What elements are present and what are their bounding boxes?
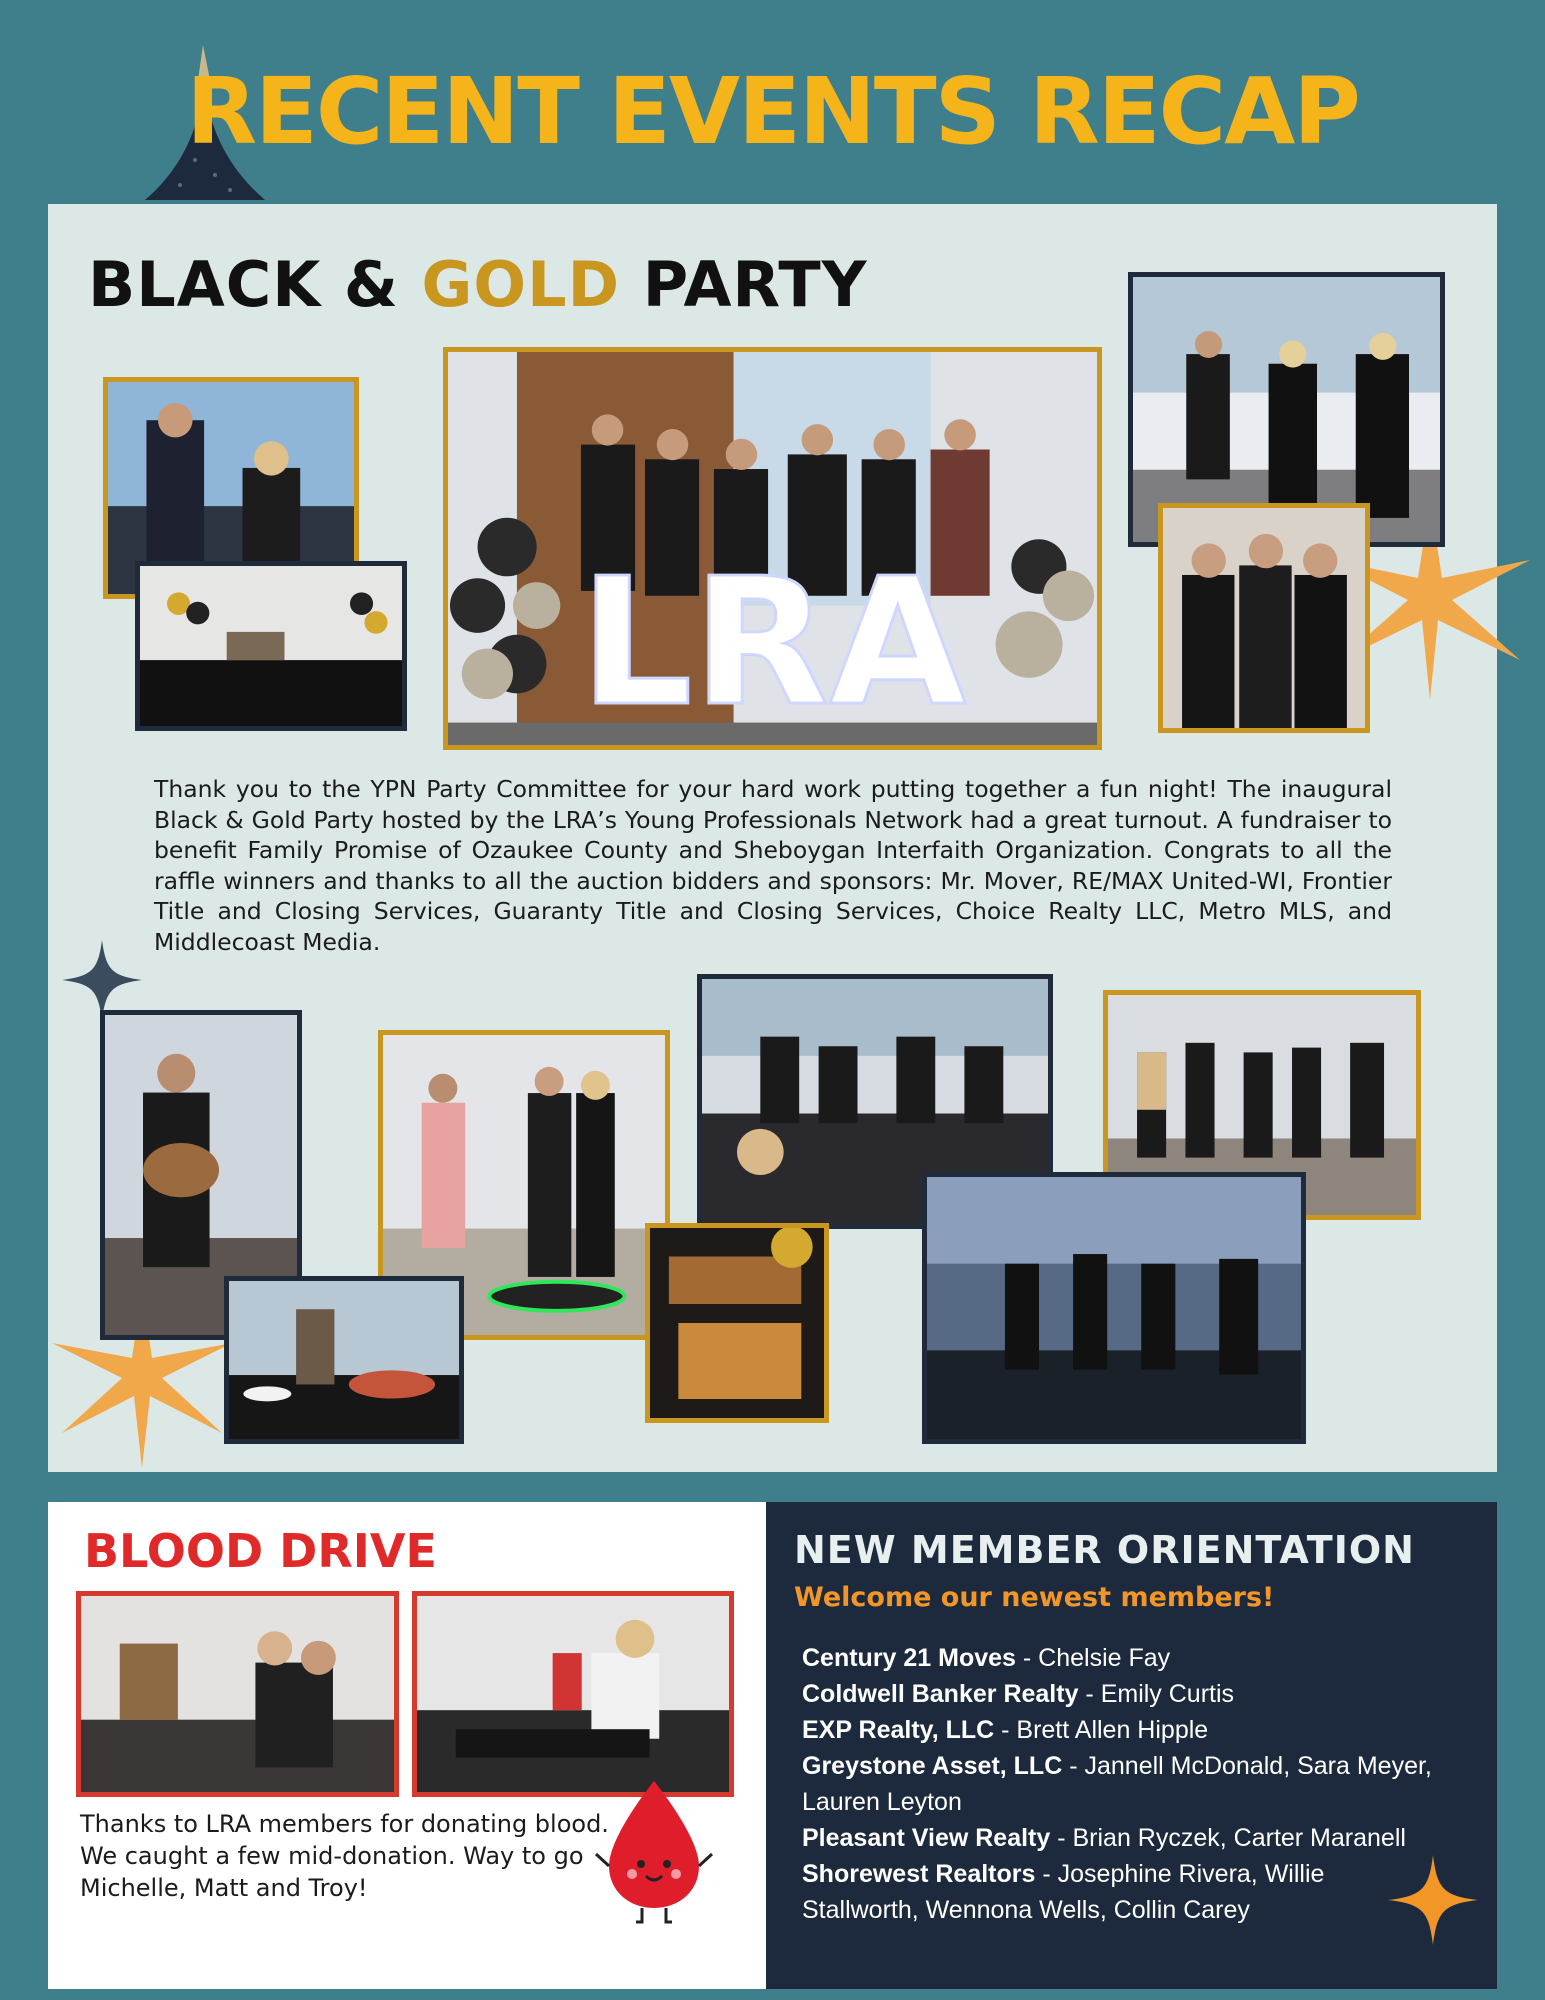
photo-blood-donor-2 [412, 1591, 734, 1797]
photo-band-performance [922, 1172, 1306, 1444]
member-names: - Emily Curtis [1078, 1680, 1235, 1708]
photo-dessert-table [224, 1276, 464, 1444]
member-names: - Josephine Rivera, Willie Stallworth, Wennona Wells, Collin Carey [802, 1860, 1325, 1924]
member-company: Pleasant View Realty [802, 1824, 1051, 1852]
member-company: Shorewest Realtors [802, 1860, 1036, 1888]
member-company: Century 21 Moves [802, 1644, 1016, 1672]
blood-drive-title: BLOOD DRIVE [84, 1524, 437, 1578]
photo-three-guests [1158, 503, 1370, 733]
member-company: Greystone Asset, LLC [802, 1752, 1063, 1780]
party-description: Thank you to the YPN Party Committee for your hard work putting together a fun night! The inaugural Black & Gold Party hosted by the LRA’s Young Professionals Network had a great turnout. A fundraiser to benefit Family Promise of Ozaukee County and Sheboygan Interfaith Organization. Congrats to all the raffle winners and thanks to all the auction bidders and sponsors: Mr. Mover, RE/MAX United-WI, Frontier Title and Closing Services, Guaranty Title and Closing Services, Choice Realty LLC, Metro MLS, and Middlecoast Media. [154, 775, 1392, 956]
orientation-title: NEW MEMBER ORIENTATION [794, 1528, 1415, 1572]
party-title-part1: BLACK & [88, 248, 422, 321]
member-names: - Chelsie Fay [1015, 1644, 1171, 1672]
lra-sign-text: LRA [579, 539, 967, 745]
member-item [802, 1820, 1482, 1856]
party-section-title [88, 248, 868, 321]
member-item [802, 1676, 1482, 1712]
star-sparkle-icon [62, 940, 142, 1020]
member-item [802, 1748, 1482, 1820]
photo-auction-table [135, 561, 407, 731]
member-item [802, 1856, 1402, 1928]
party-title-part2: PARTY [620, 248, 868, 321]
photo-blood-donor-1 [76, 1591, 399, 1797]
member-company: Coldwell Banker Realty [802, 1680, 1079, 1708]
member-names: - Brett Allen Hipple [994, 1716, 1209, 1744]
member-company: EXP Realty, LLC [802, 1716, 995, 1744]
member-list [802, 1640, 1482, 1928]
member-names: - Brian Ryczek, Carter Maranell [1050, 1824, 1406, 1852]
party-title-gold: GOLD [421, 248, 621, 321]
orientation-subtitle: Welcome our newest members! [794, 1582, 1275, 1613]
star-sparkle-icon [1388, 1855, 1478, 1945]
blood-drive-description: Thanks to LRA members for donating blood. We caught a few mid-donation. Way to go Michelle, Matt and Troy! [80, 1810, 609, 1902]
member-names: - Jannell McDonald, Sara Meyer, Lauren Leyton [802, 1752, 1432, 1816]
page-title: RECENT EVENTS RECAP [186, 58, 1359, 165]
blood-drop-mascot-icon [594, 1776, 714, 1926]
member-item [802, 1640, 1482, 1676]
photo-food-trays [645, 1223, 829, 1423]
photo-lra-group [443, 347, 1102, 750]
member-item [802, 1712, 1482, 1748]
